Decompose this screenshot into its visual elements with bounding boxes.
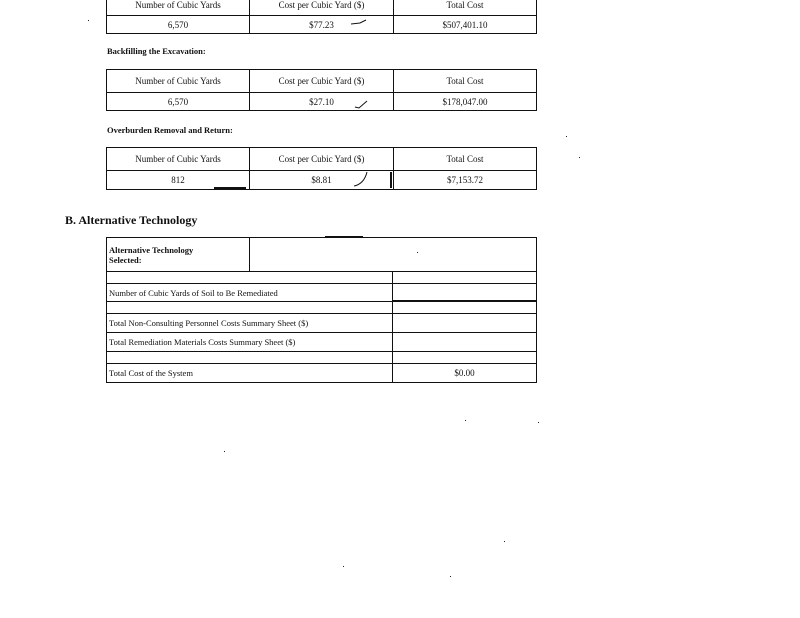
- scan-speck: [88, 20, 89, 21]
- spacer-row: [393, 272, 537, 284]
- header-cost-per-yard: Cost per Cubic Yard ($): [250, 148, 394, 171]
- scan-speck: [579, 157, 580, 158]
- spacer-row: [107, 302, 393, 314]
- scan-speck: [450, 576, 451, 577]
- checkmark-icon: [352, 170, 370, 188]
- row-label-total-cost: Total Cost of the System: [107, 364, 393, 383]
- checkmark-icon: [354, 99, 368, 109]
- cell-cost-per-yard: $27.10: [250, 93, 394, 111]
- cell-cubic-yards: 6,570: [107, 93, 250, 111]
- cell-cost-per-yard: $8.81: [250, 171, 394, 190]
- header-cubic-yards: Number of Cubic Yards: [107, 70, 250, 93]
- cell-cost-per-yard: $77.23: [250, 16, 394, 34]
- scan-mark: [390, 172, 392, 188]
- row-label-personnel-costs: Total Non-Consulting Personnel Costs Summary Sheet ($): [107, 314, 393, 333]
- row-value-materials-costs: [393, 333, 537, 352]
- excavation-cost-table: [106, 0, 537, 34]
- row-value-cubic-yards-remediated: [393, 284, 537, 302]
- alternative-technology-table: [106, 237, 537, 383]
- section-heading-alternative-technology: B. Alternative Technology: [65, 213, 198, 227]
- scan-speck: [504, 541, 505, 542]
- overburden-caption: Overburden Removal and Return:: [107, 125, 233, 135]
- checkmark-icon: [350, 18, 368, 26]
- cell-total-cost: $507,401.10: [394, 16, 537, 34]
- scan-speck: [465, 420, 466, 421]
- cell-total-cost: $178,047.00: [394, 93, 537, 111]
- cell-cubic-yards: 812: [107, 171, 250, 190]
- row-value-total-cost: $0.00: [393, 364, 537, 383]
- cell-cubic-yards: 6,570: [107, 16, 250, 34]
- row-label-materials-costs: Total Remediation Materials Costs Summary Sheet ($): [107, 333, 393, 352]
- spacer-row: [107, 352, 393, 364]
- selected-technology-value: [250, 238, 537, 272]
- scan-mark: [325, 236, 363, 238]
- header-total-cost: Total Cost: [394, 70, 537, 93]
- row-label-cubic-yards-remediated: Number of Cubic Yards of Soil to Be Remediated: [107, 284, 393, 302]
- selected-technology-label: [107, 238, 250, 272]
- scan-speck: [224, 451, 225, 452]
- spacer-row: [393, 302, 537, 314]
- header-cubic-yards: Number of Cubic Yards: [107, 148, 250, 171]
- backfill-caption: Backfilling the Excavation:: [107, 46, 206, 56]
- spacer-row: [107, 272, 393, 284]
- spacer-row: [393, 352, 537, 364]
- selected-label-line2: Selected:: [109, 254, 142, 265]
- header-cost-per-yard: Cost per Cubic Yard ($): [250, 70, 394, 93]
- cell-total-cost: $7,153.72: [394, 171, 537, 190]
- selected-label-line1: Alternative Technology: [109, 244, 194, 255]
- overburden-cost-table: [106, 147, 537, 190]
- scan-speck: [538, 422, 539, 423]
- header-total-cost: Total Cost: [394, 148, 537, 171]
- scan-mark: [393, 300, 536, 302]
- scan-mark: [214, 187, 246, 189]
- header-cost-per-yard: Cost per Cubic Yard ($): [250, 0, 394, 16]
- backfill-cost-table: [106, 69, 537, 111]
- header-cubic-yards: Number of Cubic Yards: [107, 0, 250, 16]
- row-value-personnel-costs: [393, 314, 537, 333]
- scan-speck: [343, 566, 344, 567]
- scan-speck: [566, 136, 567, 137]
- scan-speck: [417, 252, 418, 253]
- header-total-cost: Total Cost: [394, 0, 537, 16]
